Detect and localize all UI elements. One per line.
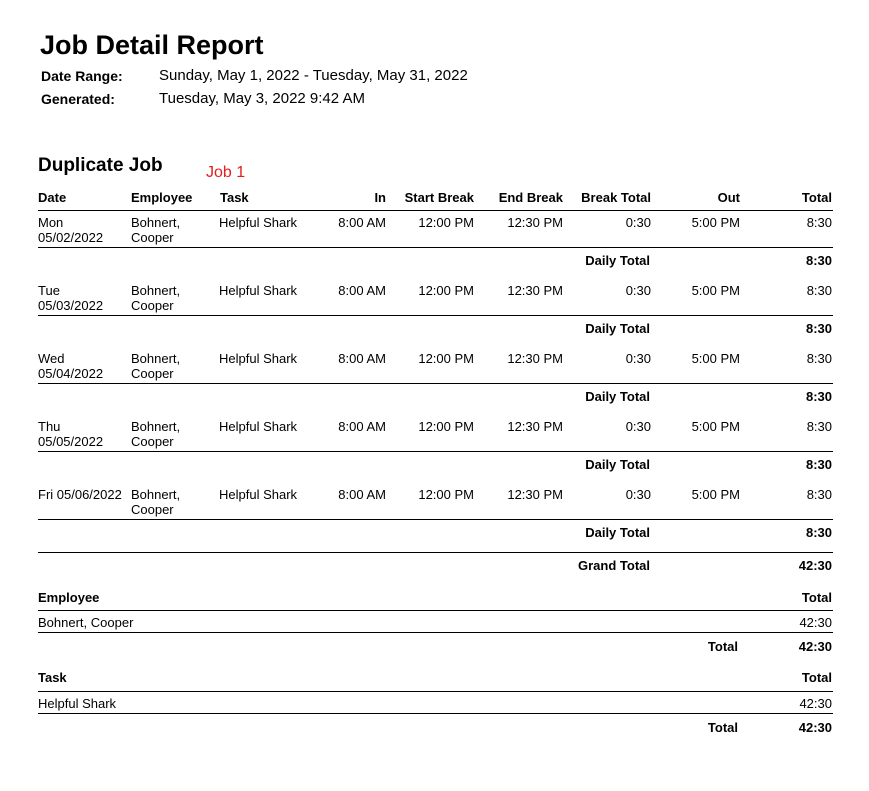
task-summary-row-total: 42:30: [799, 696, 832, 711]
row-in: 8:00 AM: [338, 419, 386, 434]
row-break-total: 0:30: [625, 215, 651, 230]
row-out: 5:00 PM: [691, 351, 740, 366]
generated-label: Generated:: [41, 91, 115, 107]
row-date: Wed 05/04/2022: [38, 351, 104, 381]
row-in: 8:00 AM: [338, 351, 386, 366]
row-in: 8:00 AM: [338, 283, 386, 298]
row-rule: [38, 315, 833, 316]
row-total: 8:30: [806, 419, 832, 434]
col-date: Date: [38, 190, 67, 205]
daily-total-label: Daily Total: [585, 389, 650, 404]
row-start-break: 12:00 PM: [418, 215, 474, 230]
grand-total-rule: [38, 552, 833, 553]
row-total: 8:30: [806, 487, 832, 502]
col-task: Task: [220, 190, 249, 205]
row-end-break: 12:30 PM: [507, 487, 563, 502]
row-break-total: 0:30: [625, 283, 651, 298]
employee-summary-name: Bohnert, Cooper: [38, 615, 134, 630]
col-total: Total: [801, 190, 832, 205]
row-total: 8:30: [806, 283, 832, 298]
employee-row-rule: [38, 632, 833, 633]
daily-total-label: Daily Total: [585, 321, 650, 336]
date-range-label: Date Range:: [41, 68, 123, 84]
row-break-total: 0:30: [625, 351, 651, 366]
row-out: 5:00 PM: [691, 215, 740, 230]
row-break-total: 0:30: [625, 487, 651, 502]
row-rule: [38, 519, 833, 520]
grand-total-value: 42:30: [798, 558, 832, 573]
row-employee: Bohnert, Cooper: [131, 283, 181, 313]
date-range-value: Sunday, May 1, 2022 - Tuesday, May 31, 2022: [159, 67, 468, 84]
row-task: Helpful Shark: [219, 487, 298, 502]
row-date: Tue 05/03/2022: [38, 283, 104, 313]
task-row-rule: [38, 713, 833, 714]
daily-total-value: 8:30: [805, 525, 832, 540]
employee-summary-header: Employee: [38, 590, 100, 605]
daily-total-label: Daily Total: [585, 525, 650, 540]
employee-header-rule: [38, 610, 833, 611]
col-break-total: Break Total: [581, 190, 651, 205]
row-start-break: 12:00 PM: [418, 351, 474, 366]
row-start-break: 12:00 PM: [418, 419, 474, 434]
row-start-break: 12:00 PM: [418, 283, 474, 298]
row-employee: Bohnert, Cooper: [131, 215, 181, 245]
row-end-break: 12:30 PM: [507, 351, 563, 366]
row-end-break: 12:30 PM: [507, 419, 563, 434]
employee-summary-header-total: Total: [801, 590, 832, 605]
row-rule: [38, 383, 833, 384]
col-start-break: Start Break: [404, 190, 474, 205]
employee-summary-total-value: 42:30: [798, 639, 832, 654]
row-out: 5:00 PM: [691, 487, 740, 502]
grand-total-label: Grand Total: [578, 558, 650, 573]
row-date: Thu 05/05/2022: [38, 419, 104, 449]
row-out: 5:00 PM: [691, 283, 740, 298]
row-in: 8:00 AM: [338, 487, 386, 502]
col-out: Out: [717, 190, 740, 205]
row-total: 8:30: [806, 351, 832, 366]
row-rule: [38, 451, 833, 452]
daily-total-label: Daily Total: [585, 253, 650, 268]
daily-total-value: 8:30: [805, 457, 832, 472]
employee-summary-total-label: Total: [707, 639, 738, 654]
daily-total-value: 8:30: [805, 253, 832, 268]
task-summary-total-label: Total: [707, 720, 738, 735]
report-title: Job Detail Report: [40, 30, 264, 60]
task-header-rule: [38, 691, 833, 692]
row-out: 5:00 PM: [691, 419, 740, 434]
row-date: Fri 05/06/2022: [38, 487, 122, 502]
daily-total-value: 8:30: [805, 321, 832, 336]
row-task: Helpful Shark: [219, 419, 298, 434]
generated-value: Tuesday, May 3, 2022 9:42 AM: [159, 90, 365, 107]
daily-total-label: Daily Total: [585, 457, 650, 472]
job-section-title: Duplicate Job: [38, 155, 163, 176]
col-end-break: End Break: [498, 190, 563, 205]
row-employee: Bohnert, Cooper: [131, 487, 181, 517]
row-date: Mon 05/02/2022: [38, 215, 104, 245]
row-start-break: 12:00 PM: [418, 487, 474, 502]
row-rule: [38, 247, 833, 248]
row-end-break: 12:30 PM: [507, 215, 563, 230]
row-break-total: 0:30: [625, 419, 651, 434]
row-task: Helpful Shark: [219, 351, 298, 366]
task-summary-total-value: 42:30: [798, 720, 832, 735]
header-rule: [38, 210, 833, 211]
employee-summary-row-total: 42:30: [799, 615, 832, 630]
task-summary-name: Helpful Shark: [38, 696, 117, 711]
row-in: 8:00 AM: [338, 215, 386, 230]
task-summary-header-total: Total: [801, 670, 832, 685]
row-employee: Bohnert, Cooper: [131, 351, 181, 381]
row-task: Helpful Shark: [219, 283, 298, 298]
col-in: In: [374, 190, 386, 205]
daily-total-value: 8:30: [805, 389, 832, 404]
row-employee: Bohnert, Cooper: [131, 419, 181, 449]
row-total: 8:30: [806, 215, 832, 230]
row-task: Helpful Shark: [219, 215, 298, 230]
task-summary-header: Task: [38, 670, 67, 685]
row-end-break: 12:30 PM: [507, 283, 563, 298]
job-annotation: Job 1: [206, 164, 246, 181]
col-employee: Employee: [131, 190, 193, 205]
